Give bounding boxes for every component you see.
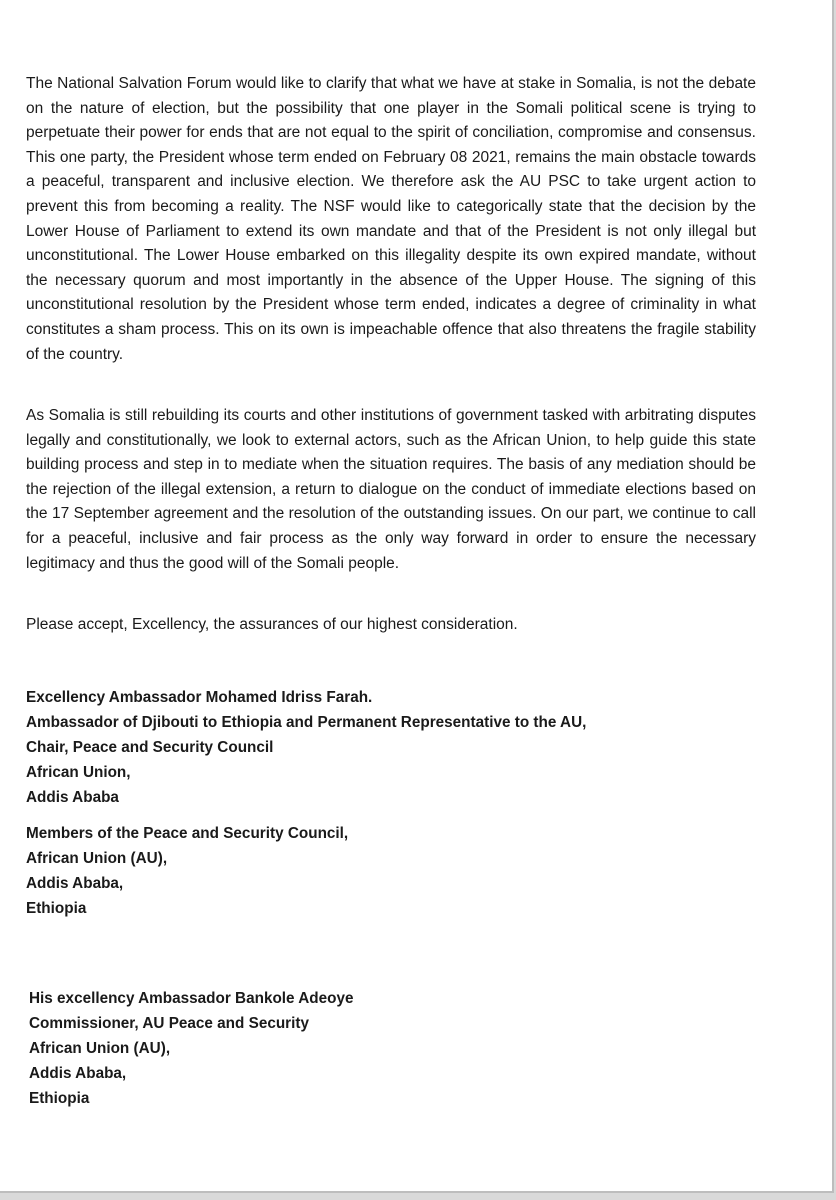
recipient-line: Commissioner, AU Peace and Security xyxy=(29,1014,309,1032)
recipient-line: Ethiopia xyxy=(29,1089,90,1107)
closing-line: Please accept, Excellency, the assurances of our highest consideration. xyxy=(26,616,518,633)
recipient-line: His excellency Ambassador Bankole Adeoye xyxy=(29,990,354,1007)
recipient-line: Ambassador of Djibouti to Ethiopia and Permanent Representative to the AU, xyxy=(26,713,587,731)
recipient-line: African Union, xyxy=(26,763,131,781)
recipient-line: Addis Ababa, xyxy=(29,1064,127,1082)
body-paragraph-mediation: As Somalia is still rebuilding its courts and other institutions of government tasked with arbitrating disputes legally and constitutionally, we look to external actors, such as the African Union, to help guide this state building process and step in to mediate when the situation requires. The basis of any mediation should be the rejection of the illegal extension, a return to dialogue on the conduct of immediate elections based on the 17 September agreement and the resolution of the outstanding issues. On our part, we continue to call for a peaceful, inclusive and fair process as the only way forward in order to ensure the necessary legitimacy and thus the good will of the Somali people. xyxy=(26,407,756,572)
recipient-line: African Union (AU), xyxy=(29,1039,171,1057)
recipient-block-psc-members xyxy=(26,822,348,922)
recipient-line: Members of the Peace and Security Council, xyxy=(26,825,349,842)
recipient-block-commissioner xyxy=(29,987,354,1112)
body-paragraph-stakes: The National Salvation Forum would like to clarify that what we have at stake in Somalia, is not the debate on the nature of election, but the possibility that one player in the Somali political scene is trying to perpetuate their power for ends that are not equal to the spirit of conciliation, compromise and consensus. This one party, the President whose term ended on February 08 2021, remains the main obstacle towards a peaceful, transparent and inclusive election. We therefore ask the AU PSC to take urgent action to prevent this from becoming a reality. The NSF would like to categorically state that the decision by the Lower House of Parliament to extend its own mandate and that of the President is not only illegal but unconstitutional. The Lower House embarked on this illegality despite its own expired mandate, without the necessary quorum and most importantly in the absence of the Upper House. The signing of this unconstitutional resolution by the President whose term ended, indicates a degree of criminality in what constitutes a sham process. This on its own is impeachable offence that also threatens the fragile stability of the country. xyxy=(26,75,756,363)
recipient-line: Chair, Peace and Security Council xyxy=(26,738,274,756)
recipient-line: Addis Ababa, xyxy=(26,874,124,892)
recipient-line: Excellency Ambassador Mohamed Idriss Farah. xyxy=(26,689,373,706)
recipient-line: Ethiopia xyxy=(26,899,87,917)
recipient-line: Addis Ababa xyxy=(26,788,119,806)
recipient-block-psc-chair xyxy=(26,686,586,811)
recipient-line: African Union (AU), xyxy=(26,849,168,867)
